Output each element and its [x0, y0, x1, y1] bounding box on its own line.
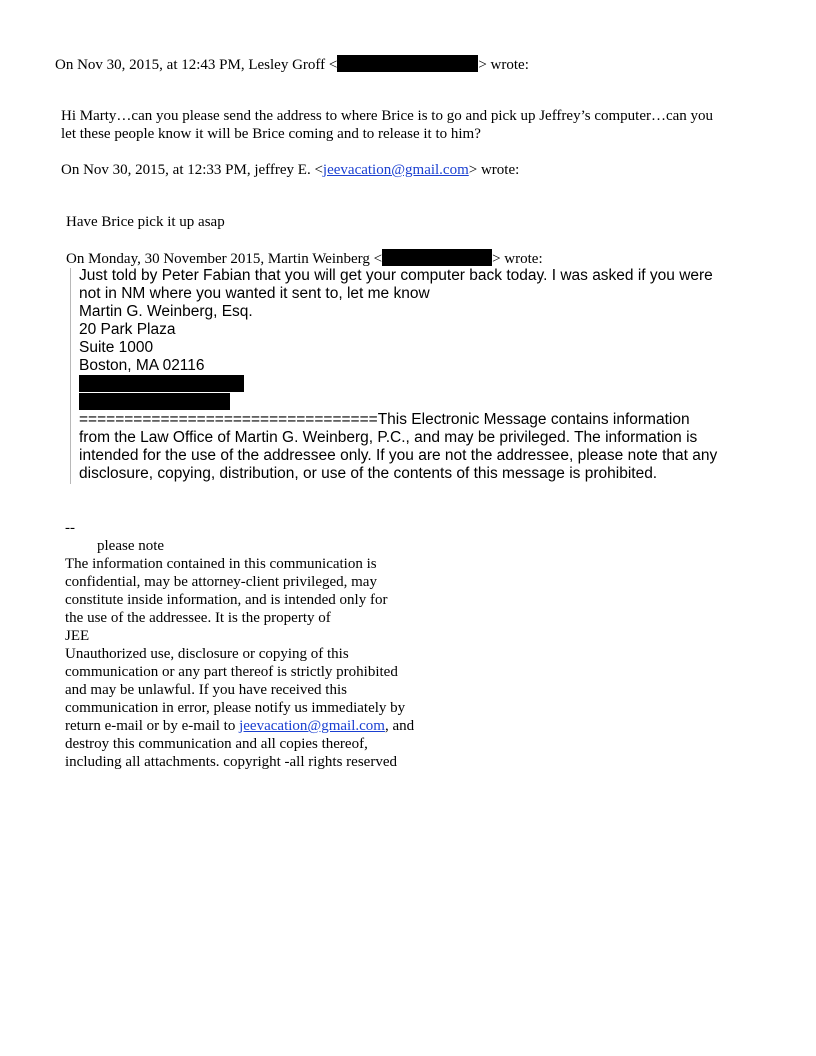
signature-address-line: Suite 1000: [79, 339, 154, 356]
signature-address-line: 20 Park Plaza: [79, 321, 176, 338]
message-groff-line: let these people know it will be Brice coming and to release it to him?: [61, 126, 481, 142]
reply-header-weinberg: [66, 249, 543, 268]
confidentiality-notice: [65, 555, 414, 771]
disclaimer-line: =================================This Electronic Message contains information: [79, 411, 690, 428]
reply-header-jeffrey-suffix: > wrote:: [468, 162, 520, 178]
redacted-phone-line: [79, 375, 717, 393]
confidentiality-line: and may be unlawful. If you have received this: [65, 682, 347, 698]
redacted-email-weinberg: [382, 249, 492, 266]
signature-name: Martin G. Weinberg, Esq.: [79, 303, 253, 320]
redacted-phone: [79, 375, 244, 392]
message-jeffrey: [66, 213, 225, 231]
signature-separator: [65, 519, 75, 537]
signature-separator-text: --: [65, 520, 75, 536]
disclaimer-line: from the Law Office of Martin G. Weinberg, P.C., and may be privileged. The information is: [79, 429, 698, 446]
reply-header-jeffrey-prefix: On Nov 30, 2015, at 12:33 PM, jeffrey E. <: [61, 162, 323, 178]
message-jeffrey-text: Have Brice pick it up asap: [66, 214, 225, 230]
message-groff-line: Hi Marty…can you please send the address to where Brice is to go and pick up Jeffrey’s computer…can you: [61, 108, 714, 124]
sender-email-link[interactable]: jeevacation@gmail.com: [322, 162, 469, 178]
confidentiality-line: constitute inside information, and is intended only for: [65, 592, 388, 608]
reply-header-groff-suffix: > wrote:: [478, 57, 529, 73]
redacted-phone-line: [79, 393, 717, 411]
reply-header-groff-prefix: On Nov 30, 2015, at 12:43 PM, Lesley Groff <: [55, 57, 338, 73]
confidentiality-line: Unauthorized use, disclosure or copying of this: [65, 646, 349, 662]
message-groff: [61, 107, 713, 143]
confidentiality-line: The information contained in this communication is: [65, 556, 377, 572]
return-email-link[interactable]: jeevacation@gmail.com: [239, 718, 385, 734]
reply-header-weinberg-suffix: > wrote:: [492, 251, 543, 267]
confidentiality-line-with-link: [65, 717, 414, 735]
confidentiality-line: communication or any part thereof is strictly prohibited: [65, 664, 398, 680]
redacted-fax: [79, 393, 230, 410]
message-weinberg-line: Just told by Peter Fabian that you will get your computer back today. I was asked if you were: [79, 267, 713, 284]
confidentiality-line: confidential, may be attorney-client privileged, may: [65, 574, 377, 590]
reply-header-weinberg-prefix: On Monday, 30 November 2015, Martin Weinberg <: [66, 251, 383, 267]
message-weinberg-line: not in NM where you wanted it sent to, let me know: [79, 285, 430, 302]
disclaimer-line: intended for the use of the addressee only. If you are not the addressee, please note that any: [79, 447, 718, 464]
confidentiality-line: the use of the addressee. It is the property of: [65, 610, 331, 626]
return-prefix: return e-mail or by e-mail to: [65, 718, 240, 734]
reply-header-jeffrey: [61, 161, 519, 179]
confidentiality-line: destroy this communication and all copies thereof,: [65, 736, 368, 752]
signature-address-line: Boston, MA 02116: [79, 357, 205, 374]
footer-note-text: please note: [97, 538, 165, 554]
footer-note: [97, 537, 164, 555]
quote-bar: [70, 268, 71, 484]
reply-header-groff: [55, 55, 529, 74]
confidentiality-line: including all attachments. copyright -all rights reserved: [65, 754, 397, 770]
confidentiality-line: communication in error, please notify us immediately by: [65, 700, 406, 716]
confidentiality-line: JEE: [65, 628, 90, 644]
return-suffix: , and: [384, 718, 415, 734]
redacted-email-groff: [337, 55, 478, 72]
message-weinberg: [79, 267, 717, 483]
disclaimer-line: disclosure, copying, distribution, or use of the contents of this message is prohibited.: [79, 465, 658, 482]
